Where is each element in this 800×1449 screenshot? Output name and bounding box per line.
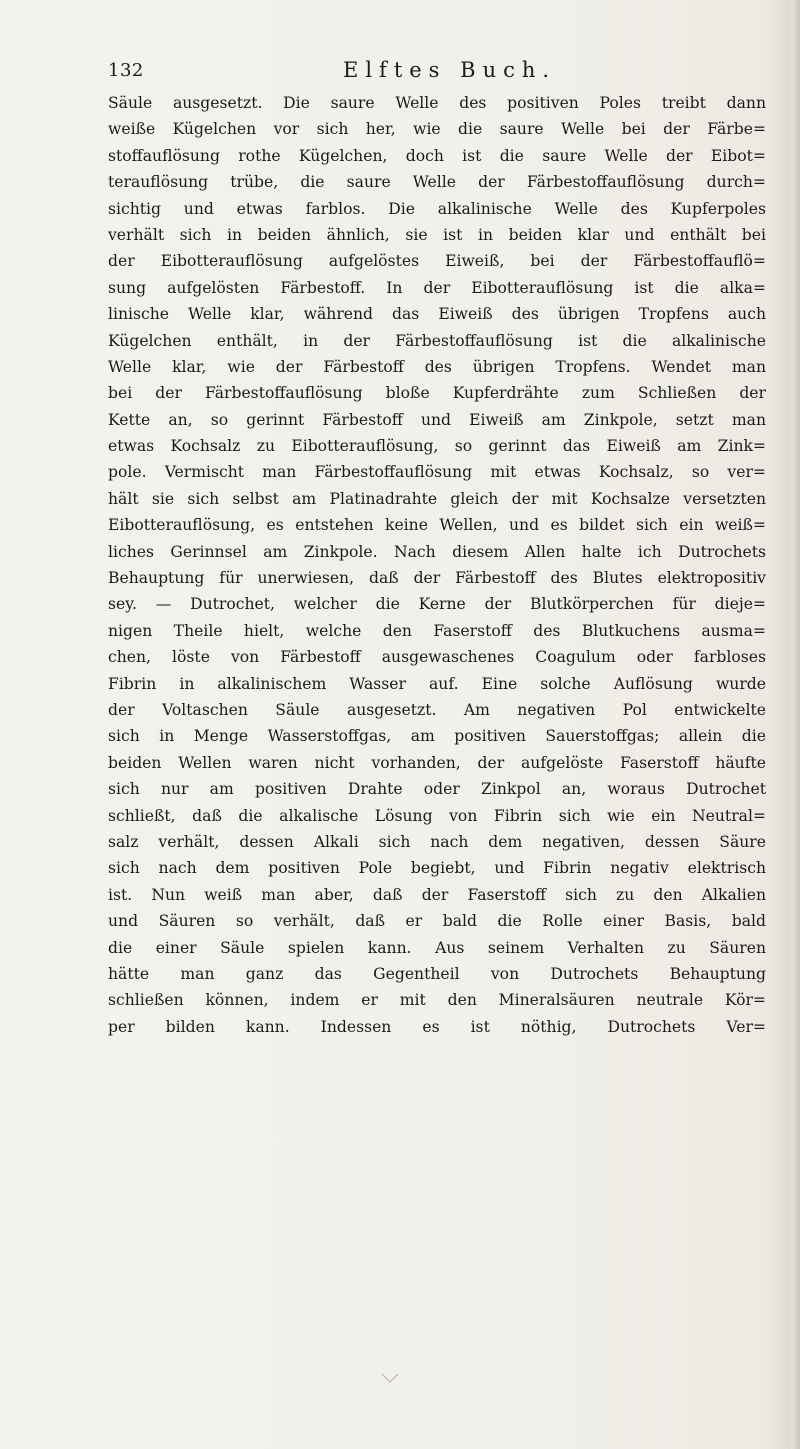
text-line: verhält sich in beiden ähnlich, sie ist in beiden klar und enthält bei xyxy=(108,225,766,244)
text-line: etwas Kochsalz zu Eibotterauflösung, so gerinnt das Eiweiß am Zink= xyxy=(108,437,766,456)
text-line: sung aufgelösten Färbestoff. In der Eibotterauflösung ist die alka= xyxy=(108,278,766,297)
text-line: Behauptung für unerwiesen, daß der Färbestoff des Blutes elektropositiv xyxy=(108,569,766,588)
text-line: pole. Vermischt man Färbestoffauflösung mit etwas Kochsalz, so ver= xyxy=(108,463,766,482)
text-line: Kette an, so gerinnt Färbestoff und Eiweiß am Zinkpole, setzt man xyxy=(108,410,766,429)
text-line: Eibotterauflösung, es entstehen keine Wellen, und es bildet sich ein weiß= xyxy=(108,516,766,535)
text-line: sich nach dem positiven Pole begiebt, und Fibrin negativ elektrisch xyxy=(108,859,766,878)
text-line: schließen können, indem er mit den Mineralsäuren neutrale Kör= xyxy=(108,991,766,1010)
text-line: sich in Menge Wasserstoffgas, am positiven Sauerstoffgas; allein die xyxy=(108,727,766,746)
text-line: Fibrin in alkalinischem Wasser auf. Eine solche Auflösung wurde xyxy=(108,674,766,693)
text-line: Welle klar, wie der Färbestoff des übrigen Tropfens. Wendet man xyxy=(108,357,766,376)
text-line: nigen Theile hielt, welche den Faserstoff des Blutkuchens ausma= xyxy=(108,621,766,640)
text-line: und Säuren so verhält, daß er bald die Rolle einer Basis, bald xyxy=(108,912,766,931)
text-line: stoffauflösung rothe Kügelchen, doch ist die saure Welle der Eibot= xyxy=(108,146,766,165)
text-line: chen, löste von Färbestoff ausgewaschenes Coagulum oder farbloses xyxy=(108,648,766,667)
text-line: terauflösung trübe, die saure Welle der Färbestoffauflösung durch= xyxy=(108,173,766,192)
page-edge xyxy=(791,0,800,1449)
text-line: Säule ausgesetzt. Die saure Welle des positiven Poles treibt dann xyxy=(108,94,766,112)
text-line: sich nur am positiven Drahte oder Zinkpol an, woraus Dutrochet xyxy=(108,780,766,799)
running-title: Elftes Buch. xyxy=(343,58,557,82)
text-line: liches Gerinnsel am Zinkpole. Nach diesem Allen halte ich Dutrochets xyxy=(108,542,766,561)
text-line: hätte man ganz das Gegentheil von Dutrochets Behauptung xyxy=(108,964,766,983)
text-line: salz verhält, dessen Alkali sich nach dem negativen, dessen Säure xyxy=(108,832,766,851)
text-line: ist. Nun weiß man aber, daß der Faserstoff sich zu den Alkalien xyxy=(108,885,766,904)
text-line: Kügelchen enthält, in der Färbestoffauflösung ist die alkalinische xyxy=(108,331,766,350)
text-line: der Voltaschen Säule ausgesetzt. Am negativen Pol entwickelte xyxy=(108,700,766,719)
text-line: der Eibotterauflösung aufgelöstes Eiweiß, bei der Färbestoffauflö= xyxy=(108,252,766,271)
text-line: die einer Säule spielen kann. Aus seinem Verhalten zu Säuren xyxy=(108,938,766,957)
text-line: weiße Kügelchen vor sich her, wie die saure Welle bei der Färbe= xyxy=(108,120,766,139)
text-line: sichtig und etwas farblos. Die alkalinische Welle des Kupferpoles xyxy=(108,199,766,218)
text-line: hält sie sich selbst am Platinadrahte gleich der mit Kochsalze versetzten xyxy=(108,489,766,508)
print-mark-icon xyxy=(380,1372,400,1384)
text-line: schließt, daß die alkalische Lösung von Fibrin sich wie ein Neutral= xyxy=(108,806,766,825)
text-line: beiden Wellen waren nicht vorhanden, der aufgelöste Faserstoff häufte xyxy=(108,753,766,772)
text-line: linische Welle klar, während das Eiweiß des übrigen Tropfens auch xyxy=(108,305,766,324)
text-line: sey. — Dutrochet, welcher die Kerne der Blutkörperchen für dieje= xyxy=(108,595,766,614)
page-number: 132 xyxy=(108,60,144,81)
text-line: bei der Färbestoffauflösung bloße Kupferdrähte zum Schließen der xyxy=(108,384,766,403)
text-line: per bilden kann. Indessen es ist nöthig, Dutrochets Ver= xyxy=(108,1017,766,1036)
page-header xyxy=(108,58,748,86)
body-text xyxy=(108,90,766,1040)
